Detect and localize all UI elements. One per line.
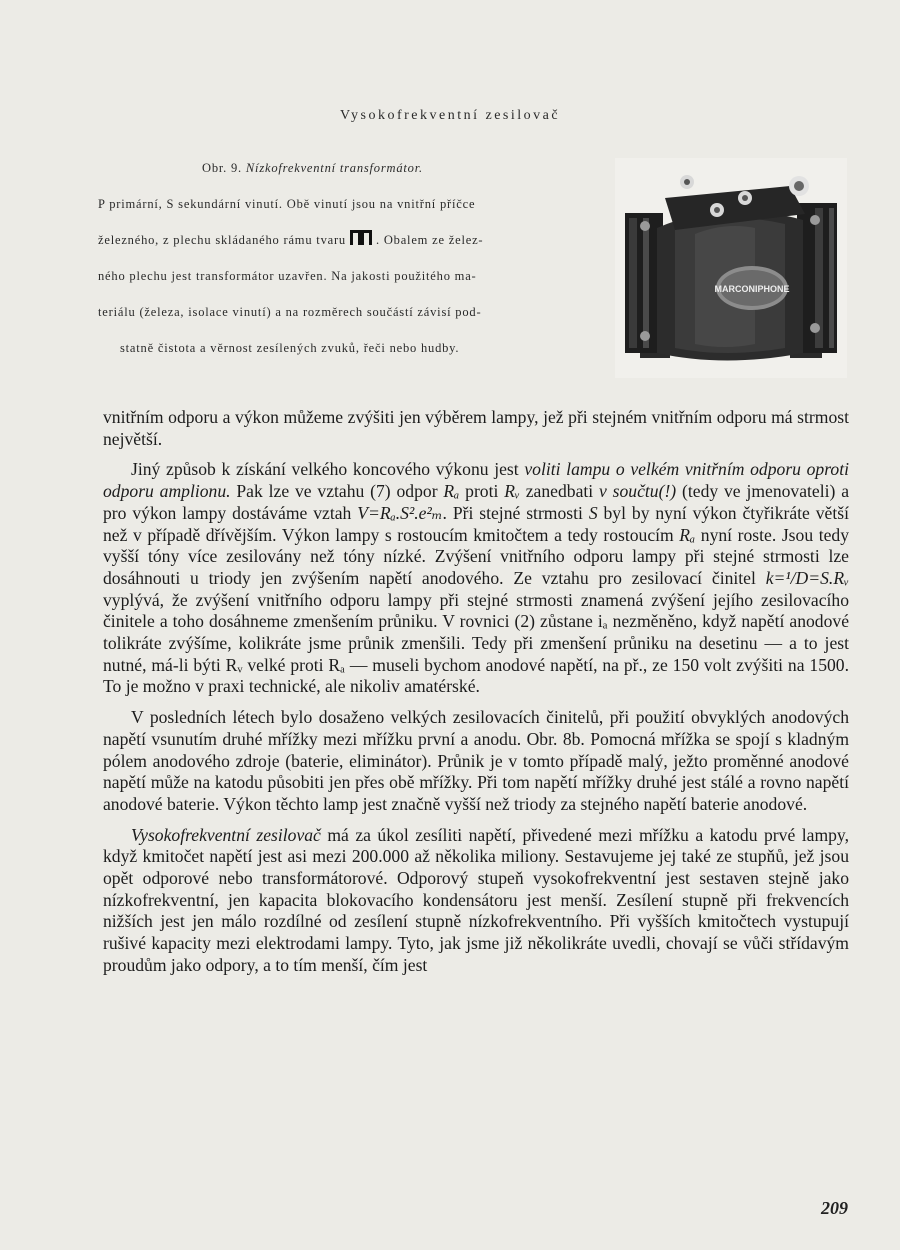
transformer-illustration xyxy=(615,158,847,378)
transformer-photo xyxy=(615,158,847,378)
caption-line-4: teriálu (železa, isolace vinutí) a na rozměrech součástí závisí pod- xyxy=(98,305,482,319)
paragraph-3 xyxy=(103,707,849,816)
paragraph-2-segment: nyní roste. Jsou tedy vyšší tóny více zesilovány než tóny nízké. Zvýšení vnitřního odporu lampy při stejné strmosti lze dosáhnouti u triody jen zvýšením napětí anodového. Ze vztahu pro zesilovací činitel xyxy=(103,524,849,588)
caption-line-2b: . Obalem ze želez- xyxy=(375,233,484,247)
caption-line-3: ného plechu jest transformátor uzavřen. Na jakosti použitého ma- xyxy=(98,269,477,283)
caption-heading xyxy=(98,150,598,186)
paragraph-2-segment: (tedy ve jmenovateli) a pro výkon lampy dostáváme vztah xyxy=(103,481,850,523)
core-frame-icon xyxy=(350,230,372,245)
paragraph-2 xyxy=(103,459,849,698)
paragraph-2-segment: Jiný způsob k získání velkého koncového výkonu jest xyxy=(131,459,525,480)
figure-title: Nízkofrekventní transformátor. xyxy=(245,161,423,175)
paragraph-2-segment: v součtu(!) xyxy=(599,481,677,502)
paragraph-2-segment: S xyxy=(588,502,598,523)
caption-line-2 xyxy=(98,222,598,258)
paragraph-2-segment: Rᵥ xyxy=(504,481,520,502)
caption-line-2a: železného, z plechu skládaného rámu tvaru xyxy=(98,233,346,247)
paragraph-2-segment: . Při stejné strmosti xyxy=(442,502,589,523)
paragraph-3-segment: V posledních létech bylo dosaženo velkých zesilovacích činitelů, při použití obvyklých anodových napětí vsunutím druhé mřížky mezi mřížku první a anodu. Obr. 8b. Pomocná mřížka se spojí s kladným pólem anodového zdroje (baterie, eliminátor). Průnik je v tomto případě malý, ježto proměnné anodové napětí může na katodu působiti jen přes obě mřížky. Při tom napětí mřížky druhé jest stálé a rovno napětí anodové baterie. Výkon těchto lamp jest značně vyšší než triody za stejného napětí baterie anodové. xyxy=(103,707,849,814)
badge-lettering: MARCONIPHONE xyxy=(714,284,790,294)
caption-line-5: statně čistota a věrnost zesílených zvuků, řeči nebo hudby. xyxy=(120,341,460,355)
body-text xyxy=(103,407,849,986)
paragraph-2-segment: proti xyxy=(459,481,505,502)
paragraph-2-segment: voliti lampu o velkém vnitřním odporu oproti odporu amplionu. xyxy=(103,459,849,502)
paragraph-1-segment: vnitřním odporu a výkon můžeme zvýšiti jen výběrem lampy, jež při stejném vnitřním odporu má strmost největší. xyxy=(103,407,849,449)
paragraph-2-segment: Pak lze ve vztahu (7) odpor xyxy=(230,481,444,502)
paragraph-2-segment: vyplývá, že zvýšení vnitřního odporu lampy při stejné strmosti znamená zvýšení jejího zesilovacího činitele a toho dosáhneme zmenšením průniku. V rovnici (2) zůstane iₐ nezměněno, když napětí anodové tolikráte zvýšíme, kolikráte jsme průnik zmenšili. Tedy při zmenšení průniku na desetinu — a to jest nutné, má-li býti Rᵥ velké proti Rₐ — museli bychom anodové napětí, na př., ze 150 volt zvýšiti na 1500. To je možno v praxi technické, ale nikoliv amatérské. xyxy=(103,589,849,697)
paragraph-2-segment: Rₐ xyxy=(443,481,460,502)
paragraph-1 xyxy=(103,407,849,450)
paragraph-2-segment: Rₐ xyxy=(679,524,696,545)
paragraph-2-segment: k=¹/D=S.Rᵥ xyxy=(765,567,849,588)
figure-caption xyxy=(98,150,598,366)
paragraph-4 xyxy=(103,825,849,977)
paragraph-2-segment: byl by nyní výkon čtyřikráte větší než v případě dřívějším. Výkon lampy s rostoucím kmitočtem a tedy rostoucím xyxy=(103,502,849,545)
paragraph-4-segment: má za úkol zesíliti napětí, přivedené mezi mřížku a katodu prvé lampy, když kmitočet napětí jest asi mezi 200.000 až několika miliony. Sestavujeme jej také ze stupňů, jež jsou opět odporové nebo transformátorové. Odporový stupeň vysokofrekventní jest sestaven stejně jako nízkofrekventní, jen kapacita blokovacího kondensátoru jest menší. Zesílení stupně při frekvencích nižších jest jen málo rozdílné od zesílení stupně nízkofrekventního. Při vyšších kmitočtech vystupují rušivé kapacity mezi elektrodami lampy. Tyto, jak jsme již několikráte uvedli, chovají se vůči střídavým proudům jako odpory, a to tím menší, čím jest xyxy=(103,824,849,975)
paragraph-2-segment: V=Rₐ.S².e²ₘ xyxy=(357,502,443,523)
paragraph-2-segment: zanedbati xyxy=(519,481,599,502)
running-head: Vysokofrekventní zesilovač xyxy=(339,108,561,123)
caption-line-1: P primární, S sekundární vinutí. Obě vinutí jsou na vnitřní příčce xyxy=(98,197,476,211)
paragraph-4-segment: Vysokofrekventní zesilovač xyxy=(131,824,321,845)
figure-label: Obr. 9. xyxy=(202,161,242,175)
page-number: 209 xyxy=(821,1198,848,1218)
